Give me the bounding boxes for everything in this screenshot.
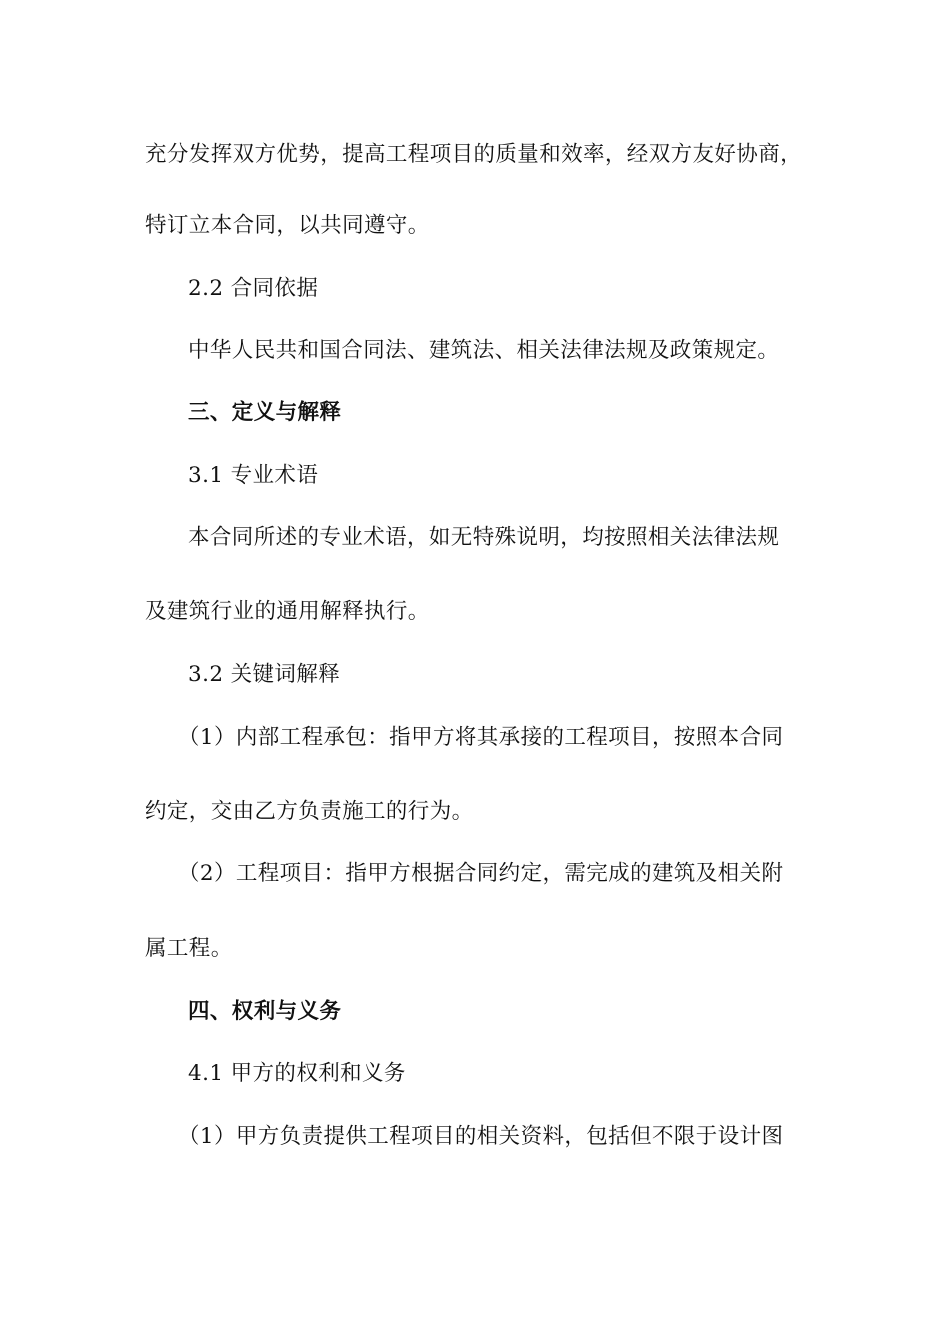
paragraph-line: 本合同所述的专业术语，如无特殊说明，均按照相关法律法规 [188,525,780,550]
paragraph-line: 约定，交由乙方负责施工的行为。 [145,799,474,824]
subsection-heading: 3.2 关键词解释 [188,662,341,687]
list-item: （1）甲方负责提供工程项目的相关资料，包括但不限于设计图 [178,1124,784,1149]
subsection-heading: 4.1 甲方的权利和义务 [188,1061,406,1086]
paragraph-line: 及建筑行业的通用解释执行。 [145,599,430,624]
section-heading: 四、权利与义务 [188,999,342,1024]
list-item: （1）内部工程承包：指甲方将其承接的工程项目，按照本合同 [178,725,784,750]
subsection-heading: 2.2 合同依据 [188,276,319,301]
list-item: （2）工程项目：指甲方根据合同约定，需完成的建筑及相关附 [178,861,784,886]
subsection-heading: 3.1 专业术语 [188,463,319,488]
paragraph-line: 充分发挥双方优势，提高工程项目的质量和效率，经双方友好协商， [145,142,803,167]
section-heading: 三、定义与解释 [188,400,342,425]
paragraph-line: 属工程。 [145,936,233,961]
paragraph-line: 中华人民共和国合同法、建筑法、相关法律法规及政策规定。 [188,338,780,363]
paragraph-line: 特订立本合同，以共同遵守。 [145,213,430,238]
